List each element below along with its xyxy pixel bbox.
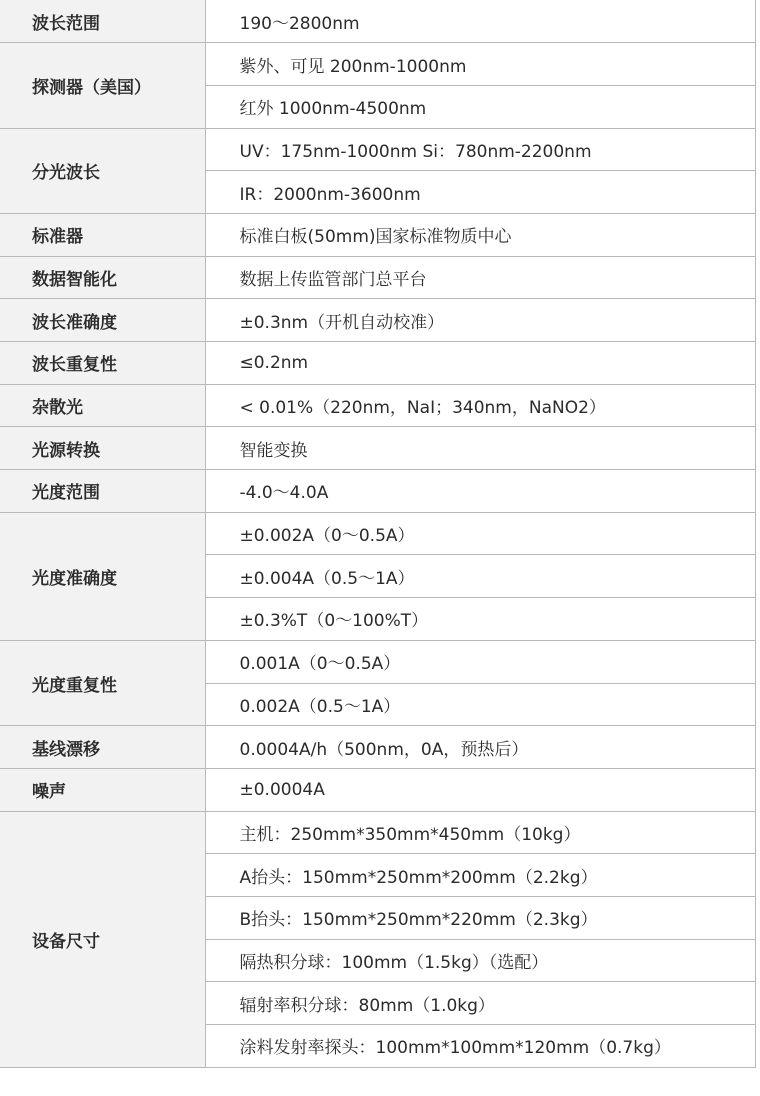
spec-value: ±0.002A（0～0.5A） bbox=[205, 512, 756, 555]
spec-value: 隔热积分球：100mm（1.5kg）（选配） bbox=[205, 939, 756, 982]
spec-label: 基线漂移 bbox=[0, 726, 205, 769]
spec-label: 探测器（美国） bbox=[0, 43, 205, 128]
spec-row bbox=[0, 726, 756, 769]
spec-value: B抬头：150mm*250mm*220mm（2.3kg） bbox=[205, 896, 756, 939]
spec-label: 数据智能化 bbox=[0, 256, 205, 299]
spec-label: 噪声 bbox=[0, 768, 205, 811]
spec-value: ±0.3%T（0～100%T） bbox=[205, 598, 756, 641]
spec-label: 分光波长 bbox=[0, 128, 205, 213]
spec-value: 辐射率积分球：80mm（1.0kg） bbox=[205, 982, 756, 1025]
spec-label: 设备尺寸 bbox=[0, 811, 205, 1067]
spec-label: 光源转换 bbox=[0, 427, 205, 470]
spec-label: 杂散光 bbox=[0, 384, 205, 427]
spec-value: 0.001A（0～0.5A） bbox=[205, 640, 756, 683]
spec-row bbox=[0, 640, 756, 683]
spec-row bbox=[0, 299, 756, 342]
spec-value: IR：2000nm-3600nm bbox=[205, 171, 756, 214]
spec-value: 0.002A（0.5～1A） bbox=[205, 683, 756, 726]
spec-value: 主机：250mm*350mm*450mm（10kg） bbox=[205, 811, 756, 854]
spec-row bbox=[0, 470, 756, 513]
spec-row bbox=[0, 0, 756, 43]
spec-row bbox=[0, 384, 756, 427]
spec-value: < 0.01%（220nm，NaI；340nm，NaNO2） bbox=[205, 384, 756, 427]
spec-row bbox=[0, 427, 756, 470]
spec-value: ±0.3nm（开机自动校准） bbox=[205, 299, 756, 342]
spec-value: 涂料发射率探头：100mm*100mm*120mm（0.7kg） bbox=[205, 1025, 756, 1068]
spec-label: 光度范围 bbox=[0, 470, 205, 513]
spec-row bbox=[0, 342, 756, 385]
spec-value: ≤0.2nm bbox=[205, 342, 756, 385]
spec-label: 波长范围 bbox=[0, 0, 205, 43]
spec-value: 0.0004A/h（500nm，0A，预热后） bbox=[205, 726, 756, 769]
spec-value: 紫外、可见 200nm-1000nm bbox=[205, 43, 756, 86]
spec-value: ±0.004A（0.5～1A） bbox=[205, 555, 756, 598]
spec-label: 光度准确度 bbox=[0, 512, 205, 640]
spec-value: 数据上传监管部门总平台 bbox=[205, 256, 756, 299]
spec-row bbox=[0, 512, 756, 555]
spec-value: -4.0～4.0A bbox=[205, 470, 756, 513]
spec-label: 光度重复性 bbox=[0, 640, 205, 725]
spec-value: A抬头：150mm*250mm*200mm（2.2kg） bbox=[205, 854, 756, 897]
spec-value: 标准白板(50mm)国家标准物质中心 bbox=[205, 213, 756, 256]
spec-label: 波长准确度 bbox=[0, 299, 205, 342]
spec-row bbox=[0, 128, 756, 171]
spec-value: ±0.0004A bbox=[205, 768, 756, 811]
spec-value: UV：175nm-1000nm Si：780nm-2200nm bbox=[205, 128, 756, 171]
spec-value: 190～2800nm bbox=[205, 0, 756, 43]
spec-value: 智能变换 bbox=[205, 427, 756, 470]
spec-row bbox=[0, 43, 756, 86]
spec-label: 标准器 bbox=[0, 213, 205, 256]
spec-row bbox=[0, 811, 756, 854]
spec-row bbox=[0, 256, 756, 299]
spec-row bbox=[0, 768, 756, 811]
spec-label: 波长重复性 bbox=[0, 342, 205, 385]
spec-row bbox=[0, 213, 756, 256]
spec-value: 红外 1000nm-4500nm bbox=[205, 85, 756, 128]
